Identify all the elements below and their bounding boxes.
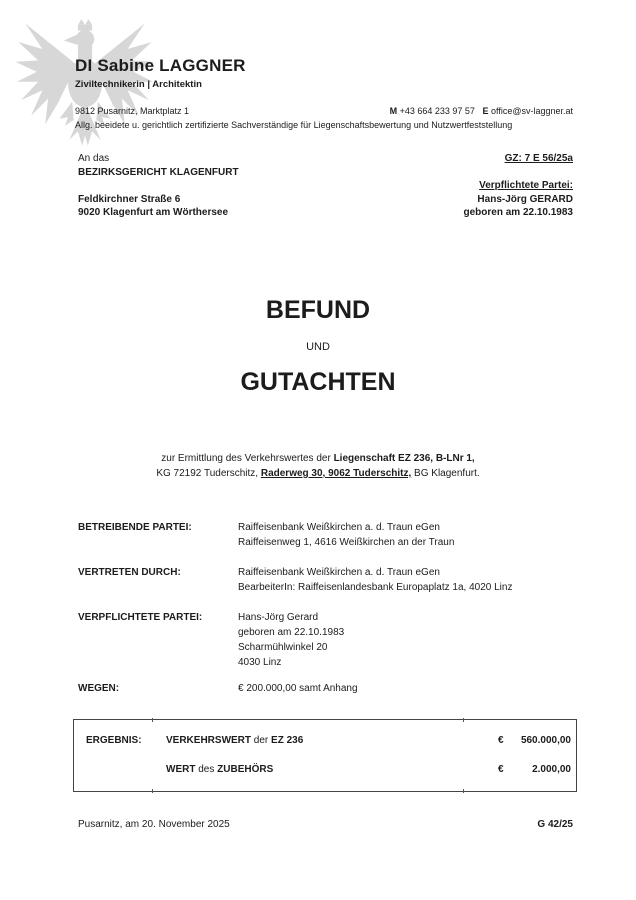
result-row2-description xyxy=(166,764,273,775)
party-line: Scharmühlwinkel 20 xyxy=(238,642,328,653)
purpose-l2-suffix: BG Klagenfurt. xyxy=(411,468,480,479)
email-address: office@sv-laggner.at xyxy=(490,106,573,116)
result-desc-part: EZ 236 xyxy=(271,735,304,746)
result-desc-part: WERT xyxy=(166,764,196,775)
result-desc-part: der xyxy=(251,735,272,746)
document-title-connector: UND xyxy=(306,341,330,353)
table-tick xyxy=(463,789,464,793)
purpose-paragraph xyxy=(0,451,636,481)
result-box xyxy=(73,719,577,792)
case-number: GZ: 7 E 56/25a xyxy=(504,153,573,164)
result-desc-part: ZUBEHÖRS xyxy=(217,764,274,775)
spacer xyxy=(78,179,239,193)
recipient-salutation: An das xyxy=(78,153,110,164)
result-label: ERGEBNIS: xyxy=(86,735,142,746)
purpose-l2-prefix: KG 72192 Tuderschitz, xyxy=(156,468,261,479)
result-row2-amount: 2.000,00 xyxy=(532,764,571,775)
party-line: Raiffeisenbank Weißkirchen a. d. Traun eGen xyxy=(238,567,440,578)
party-values xyxy=(238,520,575,550)
result-desc-part: VERKEHRSWERT xyxy=(166,735,252,746)
recipient-city: 9020 Klagenfurt am Wörthersee xyxy=(78,207,229,218)
letterhead-contact-row xyxy=(75,106,573,116)
purpose-l1-regular: zur Ermittlung des Verkehrswertes der xyxy=(161,453,334,464)
letterhead-phone-email xyxy=(390,106,573,116)
purpose-l1-bold: Liegenschaft EZ 236, B-LNr 1, xyxy=(333,453,475,464)
obligated-party-name: Hans-Jörg GERARD xyxy=(477,193,573,205)
purpose-line-2 xyxy=(0,466,636,481)
party-label: VERTRETEN DURCH: xyxy=(78,567,181,578)
recipient-street: Feldkirchner Straße 6 xyxy=(78,193,181,205)
party-line: € 200.000,00 samt Anhang xyxy=(238,683,358,694)
email-label: E xyxy=(482,106,489,116)
party-line: Raiffeisenweg 1, 4616 Weißkirchen an der Traun xyxy=(238,537,455,548)
party-line: geboren am 22.10.1983 xyxy=(238,627,345,638)
table-tick xyxy=(152,789,153,793)
table-tick xyxy=(152,718,153,722)
purpose-line-1 xyxy=(0,451,636,466)
letterhead-name: DI Sabine LAGGNER xyxy=(75,56,246,75)
party-label: WEGEN: xyxy=(78,683,120,694)
result-row1-amount: 560.000,00 xyxy=(520,735,571,746)
result-desc-part: des xyxy=(195,764,218,775)
party-values xyxy=(238,681,575,696)
result-row2-currency: € xyxy=(498,764,504,775)
party-line: 4030 Linz xyxy=(238,657,282,668)
obligated-party-label: Verpflichtete Partei: xyxy=(479,180,573,191)
party-row-wegen xyxy=(78,681,575,696)
table-tick xyxy=(463,718,464,722)
party-values xyxy=(238,565,575,595)
party-line: Hans-Jörg Gerard xyxy=(238,612,319,623)
letterhead-address: 9812 Pusarnitz, Marktplatz 1 xyxy=(75,106,190,116)
recipient-address xyxy=(78,152,239,220)
footer-place-date: Pusarnitz, am 20. November 2025 xyxy=(78,819,230,830)
parties-section xyxy=(78,520,575,711)
party-line: Raiffeisenbank Weißkirchen a. d. Traun eGen xyxy=(238,522,440,533)
party-row-represented-by xyxy=(78,565,575,595)
document-title-second: GUTACHTEN xyxy=(240,368,396,396)
result-row1-description xyxy=(166,735,303,746)
phone-number: +43 664 233 97 57 xyxy=(399,106,475,116)
recipient-court: BEZIRKSGERICHT KLAGENFURT xyxy=(78,166,239,178)
result-row1-currency: € xyxy=(498,735,504,746)
recipient-case-block xyxy=(78,152,573,220)
footer xyxy=(78,819,573,830)
spacer xyxy=(463,166,573,180)
letterhead xyxy=(75,56,573,130)
letterhead-profession: Ziviltechnikerin | Architektin xyxy=(75,79,202,90)
document-title-main: BEFUND xyxy=(265,296,371,324)
party-line: BearbeiterIn: Raiffeisenlandesbank Europaplatz 1a, 4020 Linz xyxy=(238,582,513,593)
party-label: BETREIBENDE PARTEI: xyxy=(78,522,192,533)
party-values xyxy=(238,610,575,670)
purpose-l2-underlined: Raderweg 30, 9062 Tuderschitz, xyxy=(260,468,412,479)
party-label: VERPFLICHTETE PARTEI: xyxy=(78,612,203,623)
letterhead-certification: Allg. beeidete u. gerichtlich zertifizierte Sachverständige für Liegenschaftsbewertung und Nutzwertfeststellung xyxy=(75,120,513,130)
party-row-obligated xyxy=(78,610,575,670)
footer-reference: G 42/25 xyxy=(537,819,573,830)
case-reference xyxy=(463,152,573,220)
obligated-party-birth: geboren am 22.10.1983 xyxy=(463,207,573,218)
phone-label: M xyxy=(389,106,398,116)
party-row-operating xyxy=(78,520,575,550)
